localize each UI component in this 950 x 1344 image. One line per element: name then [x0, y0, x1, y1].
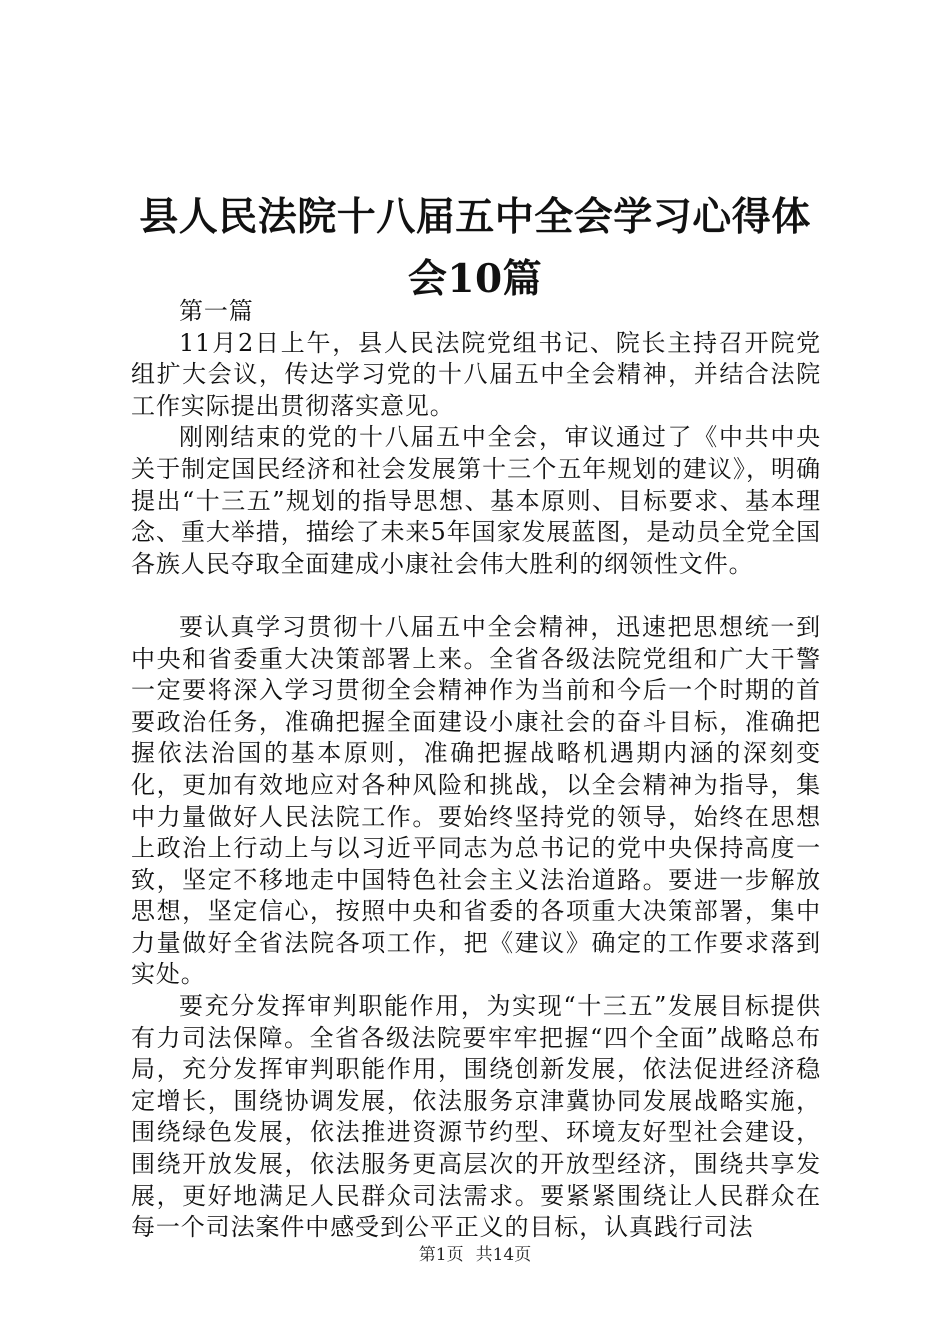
paragraph: 11月2日上午，县人民法院党组书记、院长主持召开院党组扩大会议，传达学习党的十八届五中全会精神，并结合法院工作实际提出贯彻落实意见。	[131, 328, 821, 420]
page-footer	[0, 1245, 950, 1265]
document-title: 县人民法院十八届五中全会学习心得体会10篇	[139, 194, 811, 302]
paragraph: 要充分发挥审判职能作用，为实现“十三五”发展目标提供有力司法保障。全省各级法院要牢牢把握“四个全面”战略总布局，充分发挥审判职能作用，围绕创新发展，依法促进经济稳定增长，围绕协调发展，依法服务京津冀协同发展战略实施，围绕绿色发展，依法推进资源节约型、环境友好型社会建设，围绕开放发展，依法服务更高层次的开放型经济，围绕共享发展，更好地满足人民群众司法需求。要紧紧围绕让人民群众在每一个司法案件中感受到公平正义的目标，认真践行司法	[131, 992, 821, 1242]
page-number: 第1页	[418, 1245, 464, 1265]
document-body	[131, 296, 821, 1244]
page-total: 共14页	[475, 1245, 532, 1265]
section-label: 第一篇	[179, 297, 254, 325]
paragraph: 要认真学习贯彻十八届五中全会精神，迅速把思想统一到中央和省委重大决策部署上来。全省各级法院党组和广大干警一定要将深入学习贯彻全会精神作为当前和今后一个时期的首要政治任务，准确把握全面建设小康社会的奋斗目标，准确把握依法治国的基本原则，准确把握战略机遇期内涵的深刻变化，更加有效地应对各种风险和挑战，以全会精神为指导，集中力量做好人民法院工作。要始终坚持党的领导，始终在思想上政治上行动上与以习近平同志为总书记的党中央保持高度一致，坚定不移地走中国特色社会主义法治道路。要进一步解放思想，坚定信心，按照中央和省委的各项重大决策部署，集中力量做好全省法院各项工作，把《建议》确定的工作要求落到实处。	[131, 612, 821, 989]
paragraph: 刚刚结束的党的十八届五中全会，审议通过了《中共中央关于制定国民经济和社会发展第十三个五年规划的建议》，明确提出“十三五”规划的指导思想、基本原则、目标要求、基本理念、重大举措，描绘了未来5年国家发展蓝图，是动员全党全国各族人民夺取全面建成小康社会伟大胜利的纲领性文件。	[131, 423, 821, 578]
